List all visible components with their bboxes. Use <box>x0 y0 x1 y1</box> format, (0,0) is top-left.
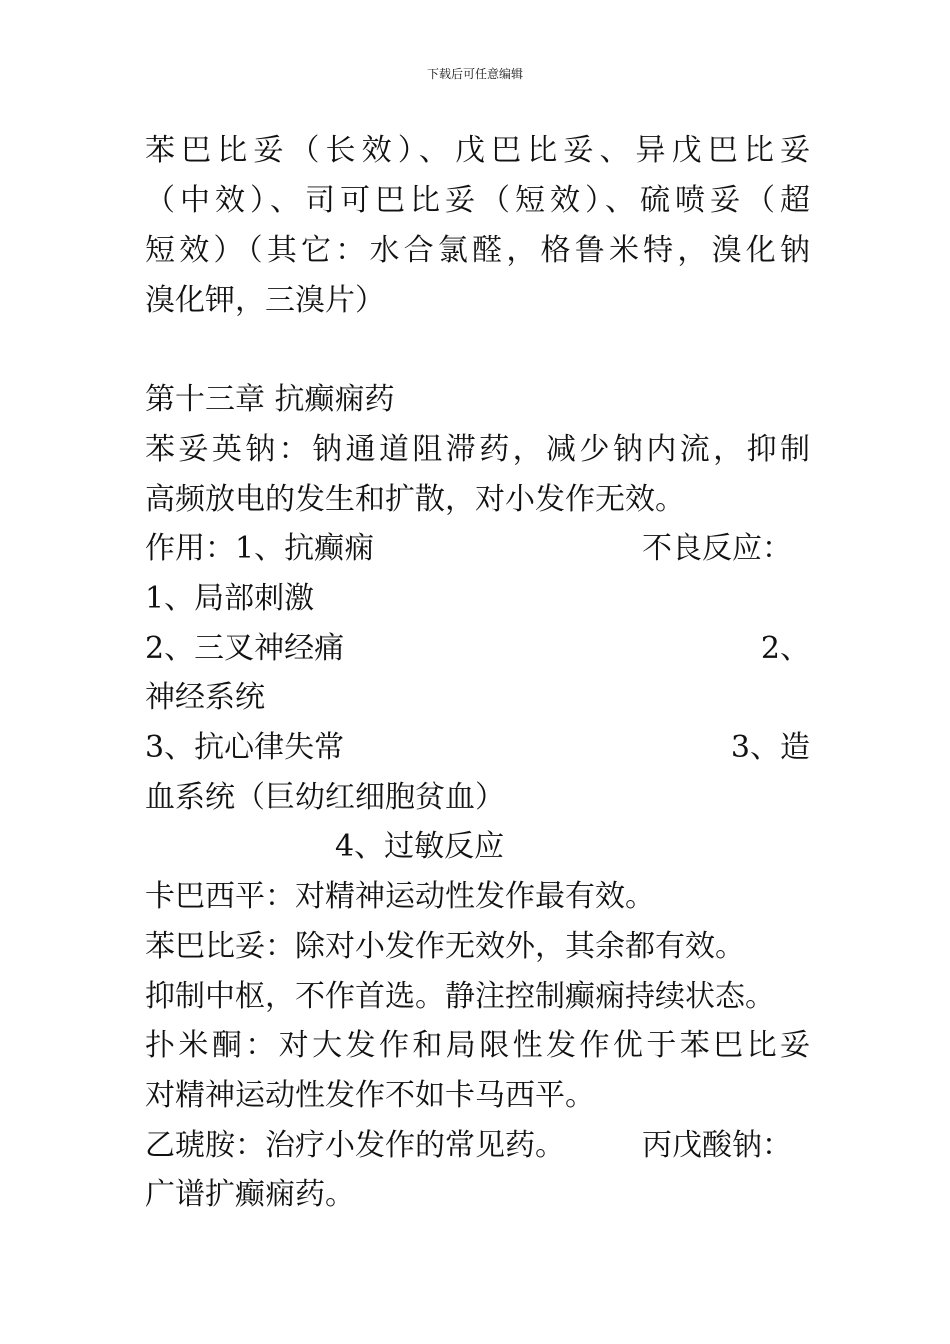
ethosuximide: 乙琥胺：治疗小发作的常见药。 <box>145 1128 565 1163</box>
adverse-label: 不良反应： <box>642 531 792 566</box>
effect-3: 3、抗心律失常 <box>145 730 345 765</box>
adverse-3-num: 3、造 <box>730 730 810 765</box>
drug-line-2: 苯巴比妥：除对小发作无效外，其余都有效。 <box>145 929 745 964</box>
valproate-label: 丙戊酸钠： <box>642 1128 792 1163</box>
text-line-1: 苯巴比妥（长效）、戊巴比妥、异戊巴比妥 <box>145 133 810 168</box>
page-header: 下载后可任意编辑 <box>426 67 523 81</box>
adverse-3: 血系统（巨幼红细胞贫血） <box>145 780 505 815</box>
drug-line-1: 卡巴西平：对精神运动性发作最有效。 <box>145 879 655 914</box>
effects-label: 作用：1、抗癫痫 <box>145 531 375 566</box>
effect-2: 2、三叉神经痛 <box>145 631 345 666</box>
valproate-line: 广谱扩癫痫药。 <box>145 1177 355 1212</box>
adverse-2: 神经系统 <box>145 680 265 715</box>
effects-row-3 <box>145 723 810 773</box>
effects-row-1 <box>145 524 810 574</box>
drug-line-5: 对精神运动性发作不如卡马西平。 <box>145 1078 595 1113</box>
phenytoin-line-1: 苯妥英钠：钠通道阻滞药，减少钠内流，抑制 <box>145 432 810 467</box>
text-line-4: 溴化钾，三溴片） <box>145 283 385 318</box>
phenytoin-line-2: 高频放电的发生和扩散，对小发作无效。 <box>145 482 685 517</box>
adverse-4: 4、过敏反应 <box>335 829 505 864</box>
drug-line-4: 扑米酮：对大发作和局限性发作优于苯巴比妥 <box>145 1028 810 1063</box>
last-row <box>145 1121 810 1171</box>
adverse-1: 1、局部刺激 <box>145 581 315 616</box>
adverse-2-num: 2、 <box>760 631 810 666</box>
drug-line-3: 抑制中枢，不作首选。静注控制癫痫持续状态。 <box>145 979 775 1014</box>
text-line-2: （中效）、司可巴比妥（短效）、硫喷妥（超 <box>145 183 810 218</box>
text-line-3: 短效）（其它：水合氯醛，格鲁米特，溴化钠 <box>145 233 810 268</box>
effects-row-2 <box>145 624 810 674</box>
chapter-title: 第十三章 抗癫痫药 <box>145 382 395 417</box>
